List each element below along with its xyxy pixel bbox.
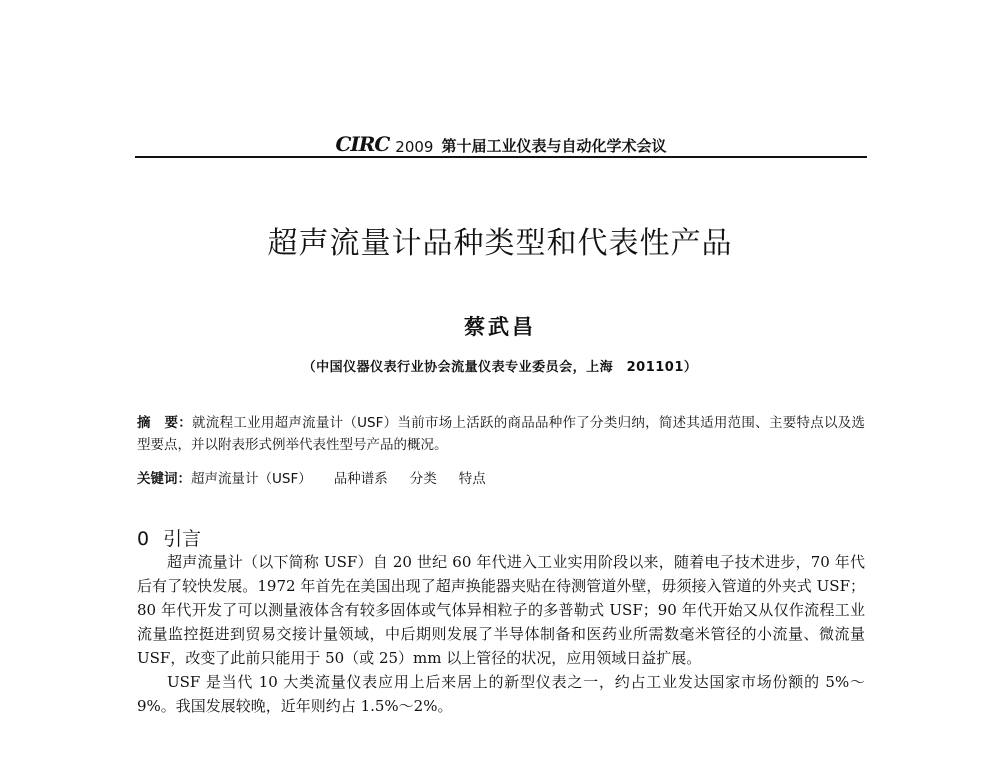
body-paragraph: USF 是当代 10 大类流量仪表应用上后来居上的新型仪表之一，约占工业发达国家市场份额的 5%～9%。我国发展较晚，近年则约占 1.5%～2%。 (137, 673, 865, 715)
section-heading (137, 524, 201, 551)
body-text (137, 550, 865, 718)
keyword: 超声流量计（USF） (191, 471, 312, 487)
conference-logo: CIRC (335, 132, 390, 156)
keywords (137, 469, 865, 489)
abstract (137, 412, 865, 456)
keywords-label: 关键词： (137, 471, 191, 487)
conference-year: 2009 (395, 138, 434, 156)
header-rule (135, 156, 867, 158)
keyword: 品种谱系 (333, 471, 388, 487)
keyword: 分类 (409, 471, 437, 487)
paper-title: 超声流量计品种类型和代表性产品 (267, 226, 733, 261)
author-affiliation: （中国仪器仪表行业协会流量仪表专业委员会，上海 201101） (302, 360, 698, 375)
abstract-text: 就流程工业用超声流量计（USF）当前市场上活跃的商品品种作了分类归纳，简述其适用范围、主要特点以及选型要点，并以附表形式例举代表性型号产品的概况。 (137, 415, 866, 453)
conference-name: 第十届工业仪表与自动化学术会议 (441, 137, 667, 155)
section-title: 引言 (163, 528, 202, 550)
body-paragraph: 超声流量计（以下简称 USF）自 20 世纪 60 年代进入工业实用阶段以来，随着电子技术进步，70 年代后有了较快发展。1972 年首先在美国出现了超声换能器夹贴在待测管道外壁，毋须接入管道的外夹式 USF；80 年代开发了可以测量液体含有较多固体或气体异相粒子的多普勒式 USF；90 年代开始又从仅作流程工业流量监控挺进到贸易交接计量领域，中后期则发展了半导体制备和医药业所需数毫米管径的小流量、微流量 USF，改变了此前只能用于 50（或 25）mm 以上管径的状况，应用领域日益扩展。 (137, 553, 865, 667)
running-header (135, 130, 867, 156)
paper-author: 蔡武昌 (464, 314, 536, 339)
keyword: 特点 (458, 471, 486, 487)
abstract-label: 摘 要： (137, 415, 193, 431)
section-number: 0 (137, 528, 150, 550)
